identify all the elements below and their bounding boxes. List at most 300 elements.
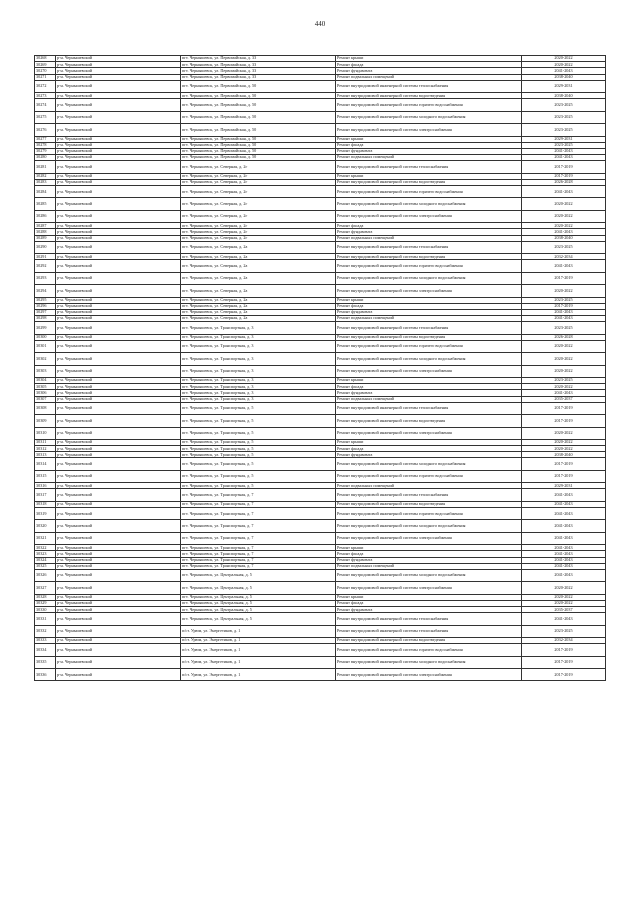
- district-cell: р-н. Чернышевский: [56, 638, 181, 644]
- work-type-cell: Ремонт крыши: [336, 545, 522, 551]
- period-cell: 2026-2028: [522, 179, 606, 185]
- address-cell: пгт. Чернышевск, ул. Транспортная, д. 5: [181, 439, 336, 445]
- row-number-cell: 30325: [35, 563, 56, 569]
- table-row: [35, 272, 606, 284]
- work-type-cell: Ремонт крыши: [336, 297, 522, 303]
- period-cell: 2020-2022: [522, 198, 606, 210]
- district-cell: р-н. Чернышевский: [56, 223, 181, 229]
- work-type-cell: Ремонт внутридомовой инженерной системы горячего водоснабжения: [336, 260, 522, 272]
- table-row: [35, 415, 606, 427]
- work-type-cell: Ремонт внутридомовой инженерной системы холодного водоснабжения: [336, 272, 522, 284]
- address-cell: пгт. Чернышевск, ул. Первомайская, д. 33: [181, 68, 336, 74]
- work-type-cell: Ремонт внутридомовой инженерной системы теплоснабжения: [336, 80, 522, 92]
- row-number-cell: 30269: [35, 62, 56, 68]
- district-cell: р-н. Чернышевский: [56, 99, 181, 111]
- row-number-cell: 30314: [35, 458, 56, 470]
- row-number-cell: 30308: [35, 402, 56, 414]
- work-type-cell: Ремонт подвальных помещений: [336, 563, 522, 569]
- address-cell: пгт. Чернышевск, ул. Северная, д. 2г: [181, 186, 336, 198]
- period-cell: 2041-2043: [522, 551, 606, 557]
- table-row: [35, 198, 606, 210]
- work-type-cell: Ремонт внутридомовой инженерной системы водоотведения: [336, 179, 522, 185]
- work-type-cell: Ремонт внутридомовой инженерной системы холодного водоснабжения: [336, 198, 522, 210]
- work-type-cell: Ремонт внутридомовой инженерной системы электроснабжения: [336, 124, 522, 136]
- row-number-cell: 30281: [35, 161, 56, 173]
- work-type-cell: Ремонт внутридомовой инженерной системы горячего водоснабжения: [336, 644, 522, 656]
- period-cell: 2029-2031: [522, 136, 606, 142]
- table-row: [35, 111, 606, 123]
- address-cell: пгт. Чернышевск, ул. Северная, д. 2а: [181, 316, 336, 322]
- district-cell: р-н. Чернышевский: [56, 644, 181, 656]
- work-type-cell: Ремонт внутридомовой инженерной системы теплоснабжения: [336, 161, 522, 173]
- address-cell: пгт. Чернышевск, ул. Транспортная, д. 7: [181, 532, 336, 544]
- table-row: [35, 669, 606, 681]
- address-cell: пгт. Чернышевск, ул. Первомайская, д. 50: [181, 80, 336, 92]
- district-cell: р-н. Чернышевский: [56, 483, 181, 489]
- period-cell: 2020-2022: [522, 427, 606, 439]
- work-type-cell: Ремонт фундамента: [336, 557, 522, 563]
- address-cell: п/ст. Урюм, ул. Энергетиков, д. 1: [181, 625, 336, 637]
- district-cell: р-н. Чернышевский: [56, 80, 181, 92]
- district-cell: р-н. Чернышевский: [56, 501, 181, 507]
- row-number-cell: 30333: [35, 638, 56, 644]
- district-cell: р-н. Чернышевский: [56, 458, 181, 470]
- work-type-cell: Ремонт внутридомовой инженерной системы горячего водоснабжения: [336, 470, 522, 482]
- work-type-cell: Ремонт фасада: [336, 62, 522, 68]
- district-cell: р-н. Чернышевский: [56, 93, 181, 99]
- work-type-cell: Ремонт внутридомовой инженерной системы водоотведения: [336, 334, 522, 340]
- work-type-cell: Ремонт внутридомовой инженерной системы электроснабжения: [336, 427, 522, 439]
- work-type-cell: Ремонт внутридомовой инженерной системы холодного водоснабжения: [336, 520, 522, 532]
- period-cell: 2017-2019: [522, 161, 606, 173]
- period-cell: 2017-2019: [522, 415, 606, 427]
- row-number-cell: 30277: [35, 136, 56, 142]
- work-type-cell: Ремонт внутридомовой инженерной системы теплоснабжения: [336, 613, 522, 625]
- address-cell: пгт. Чернышевск, ул. Центральная, д. 5: [181, 613, 336, 625]
- row-number-cell: 30335: [35, 656, 56, 668]
- work-type-cell: Ремонт фасада: [336, 600, 522, 606]
- period-cell: 2017-2019: [522, 458, 606, 470]
- row-number-cell: 30291: [35, 254, 56, 260]
- page-number: 440: [314, 20, 326, 28]
- period-cell: 2041-2043: [522, 316, 606, 322]
- period-cell: 2017-2019: [522, 173, 606, 179]
- table-row: [35, 340, 606, 352]
- period-cell: 2041-2043: [522, 390, 606, 396]
- row-number-cell: 30321: [35, 532, 56, 544]
- address-cell: пгт. Чернышевск, ул. Первомайская, д. 50: [181, 99, 336, 111]
- work-type-cell: Ремонт фундамента: [336, 229, 522, 235]
- work-type-cell: Ремонт внутридомовой инженерной системы теплоснабжения: [336, 402, 522, 414]
- district-cell: р-н. Чернышевский: [56, 155, 181, 161]
- address-cell: пгт. Чернышевск, ул. Северная, д. 2г: [181, 223, 336, 229]
- period-cell: 2041-2043: [522, 260, 606, 272]
- district-cell: р-н. Чернышевский: [56, 656, 181, 668]
- district-cell: р-н. Чернышевский: [56, 260, 181, 272]
- period-cell: 2017-2019: [522, 272, 606, 284]
- table-row: [35, 241, 606, 253]
- address-cell: пгт. Чернышевск, ул. Северная, д. 2а: [181, 297, 336, 303]
- work-type-cell: Ремонт фасада: [336, 223, 522, 229]
- row-number-cell: 30288: [35, 229, 56, 235]
- table-row: [35, 99, 606, 111]
- district-cell: р-н. Чернышевский: [56, 508, 181, 520]
- district-cell: р-н. Чернышевский: [56, 365, 181, 377]
- period-cell: 2023-2025: [522, 241, 606, 253]
- address-cell: пгт. Чернышевск, ул. Северная, д. 2а: [181, 309, 336, 315]
- address-cell: п/ст. Урюм, ул. Энергетиков, д. 1: [181, 638, 336, 644]
- period-cell: 2023-2025: [522, 124, 606, 136]
- row-number-cell: 30318: [35, 501, 56, 507]
- district-cell: р-н. Чернышевский: [56, 210, 181, 222]
- district-cell: р-н. Чернышевский: [56, 551, 181, 557]
- period-cell: 2023-2025: [522, 297, 606, 303]
- row-number-cell: 30298: [35, 316, 56, 322]
- period-cell: 2035-2037: [522, 396, 606, 402]
- row-number-cell: 30270: [35, 68, 56, 74]
- table-row: [35, 644, 606, 656]
- work-type-cell: Ремонт фундамента: [336, 607, 522, 613]
- address-cell: п/ст. Урюм, ул. Энергетиков, д. 1: [181, 644, 336, 656]
- district-cell: р-н. Чернышевский: [56, 378, 181, 384]
- address-cell: пгт. Чернышевск, ул. Центральная, д. 5: [181, 600, 336, 606]
- table-row: [35, 365, 606, 377]
- district-cell: р-н. Чернышевский: [56, 173, 181, 179]
- row-number-cell: 30313: [35, 452, 56, 458]
- work-type-cell: Ремонт внутридомовой инженерной системы горячего водоснабжения: [336, 99, 522, 111]
- row-number-cell: 30304: [35, 378, 56, 384]
- work-type-cell: Ремонт внутридомовой инженерной системы водоотведения: [336, 638, 522, 644]
- row-number-cell: 30301: [35, 340, 56, 352]
- work-type-cell: Ремонт подвальных помещений: [336, 396, 522, 402]
- work-type-cell: Ремонт фасада: [336, 142, 522, 148]
- district-cell: р-н. Чернышевский: [56, 186, 181, 198]
- work-type-cell: Ремонт внутридомовой инженерной системы холодного водоснабжения: [336, 458, 522, 470]
- work-type-cell: Ремонт внутридомовой инженерной системы электроснабжения: [336, 365, 522, 377]
- row-number-cell: 30297: [35, 309, 56, 315]
- address-cell: пгт. Чернышевск, ул. Первомайская, д. 33: [181, 56, 336, 62]
- work-type-cell: Ремонт внутридомовой инженерной системы горячего водоснабжения: [336, 508, 522, 520]
- period-cell: 2041-2043: [522, 68, 606, 74]
- address-cell: пгт. Чернышевск, ул. Северная, д. 2а: [181, 272, 336, 284]
- address-cell: пгт. Чернышевск, ул. Транспортная, д. 5: [181, 452, 336, 458]
- period-cell: 2038-2040: [522, 235, 606, 241]
- address-cell: пгт. Чернышевск, ул. Транспортная, д. 3: [181, 334, 336, 340]
- row-number-cell: 30330: [35, 607, 56, 613]
- table-row: [35, 285, 606, 297]
- district-cell: р-н. Чернышевский: [56, 254, 181, 260]
- row-number-cell: 30275: [35, 111, 56, 123]
- period-cell: 2041-2043: [522, 613, 606, 625]
- table-row: [35, 532, 606, 544]
- work-type-cell: Ремонт подвальных помещений: [336, 235, 522, 241]
- work-type-cell: Ремонт внутридомовой инженерной системы водоотведения: [336, 415, 522, 427]
- work-type-cell: Ремонт внутридомовой инженерной системы горячего водоснабжения: [336, 186, 522, 198]
- period-cell: 2038-2040: [522, 74, 606, 80]
- period-cell: 2020-2022: [522, 62, 606, 68]
- district-cell: р-н. Чернышевский: [56, 446, 181, 452]
- period-cell: 2041-2043: [522, 563, 606, 569]
- period-cell: 2020-2022: [522, 582, 606, 594]
- address-cell: п/ст. Урюм, ул. Энергетиков, д. 1: [181, 656, 336, 668]
- address-cell: пгт. Чернышевск, ул. Транспортная, д. 3: [181, 340, 336, 352]
- row-number-cell: 30284: [35, 186, 56, 198]
- work-type-cell: Ремонт крыши: [336, 439, 522, 445]
- address-cell: пгт. Чернышевск, ул. Транспортная, д. 7: [181, 563, 336, 569]
- address-cell: пгт. Чернышевск, ул. Северная, д. 2а: [181, 285, 336, 297]
- period-cell: 2041-2043: [522, 155, 606, 161]
- table-row: [35, 508, 606, 520]
- row-number-cell: 30302: [35, 353, 56, 365]
- row-number-cell: 30292: [35, 260, 56, 272]
- district-cell: р-н. Чернышевский: [56, 235, 181, 241]
- district-cell: р-н. Чернышевский: [56, 241, 181, 253]
- row-number-cell: 30293: [35, 272, 56, 284]
- work-type-cell: Ремонт крыши: [336, 56, 522, 62]
- district-cell: р-н. Чернышевский: [56, 489, 181, 501]
- row-number-cell: 30332: [35, 625, 56, 637]
- row-number-cell: 30334: [35, 644, 56, 656]
- row-number-cell: 30280: [35, 155, 56, 161]
- row-number-cell: 30327: [35, 582, 56, 594]
- table-row: [35, 582, 606, 594]
- row-number-cell: 30274: [35, 99, 56, 111]
- address-cell: пгт. Чернышевск, ул. Первомайская, д. 50: [181, 111, 336, 123]
- table-row: [35, 569, 606, 581]
- table-row: [35, 427, 606, 439]
- district-cell: р-н. Чернышевский: [56, 179, 181, 185]
- district-cell: р-н. Чернышевский: [56, 124, 181, 136]
- period-cell: 2020-2022: [522, 446, 606, 452]
- work-type-cell: Ремонт внутридомовой инженерной системы водоотведения: [336, 501, 522, 507]
- table-row: [35, 210, 606, 222]
- district-cell: р-н. Чернышевский: [56, 569, 181, 581]
- row-number-cell: 30319: [35, 508, 56, 520]
- work-type-cell: Ремонт внутридомовой инженерной системы водоотведения: [336, 254, 522, 260]
- address-cell: пгт. Чернышевск, ул. Северная, д. 2г: [181, 229, 336, 235]
- district-cell: р-н. Чернышевский: [56, 142, 181, 148]
- table-body: [35, 56, 606, 681]
- work-type-cell: Ремонт внутридомовой инженерной системы электроснабжения: [336, 532, 522, 544]
- address-cell: пгт. Чернышевск, ул. Северная, д. 2а: [181, 241, 336, 253]
- row-number-cell: 30300: [35, 334, 56, 340]
- work-type-cell: Ремонт внутридомовой инженерной системы холодного водоснабжения: [336, 569, 522, 581]
- work-type-cell: Ремонт внутридомовой инженерной системы холодного водоснабжения: [336, 111, 522, 123]
- district-cell: р-н. Чернышевский: [56, 322, 181, 334]
- row-number-cell: 30272: [35, 80, 56, 92]
- row-number-cell: 30279: [35, 148, 56, 154]
- district-cell: р-н. Чернышевский: [56, 402, 181, 414]
- row-number-cell: 30329: [35, 600, 56, 606]
- period-cell: 2017-2019: [522, 470, 606, 482]
- address-cell: пгт. Чернышевск, ул. Транспортная, д. 7: [181, 501, 336, 507]
- row-number-cell: 30273: [35, 93, 56, 99]
- address-cell: пгт. Чернышевск, ул. Транспортная, д. 7: [181, 508, 336, 520]
- row-number-cell: 30309: [35, 415, 56, 427]
- address-cell: пгт. Чернышевск, ул. Первомайская, д. 50: [181, 155, 336, 161]
- row-number-cell: 30315: [35, 470, 56, 482]
- district-cell: р-н. Чернышевский: [56, 62, 181, 68]
- period-cell: 2023-2025: [522, 142, 606, 148]
- district-cell: р-н. Чернышевский: [56, 303, 181, 309]
- work-type-cell: Ремонт крыши: [336, 136, 522, 142]
- district-cell: р-н. Чернышевский: [56, 340, 181, 352]
- address-cell: пгт. Чернышевск, ул. Транспортная, д. 5: [181, 402, 336, 414]
- table-row: [35, 520, 606, 532]
- table-row: [35, 402, 606, 414]
- row-number-cell: 30305: [35, 384, 56, 390]
- work-type-cell: Ремонт внутридомовой инженерной системы холодного водоснабжения: [336, 656, 522, 668]
- district-cell: р-н. Чернышевский: [56, 582, 181, 594]
- district-cell: р-н. Чернышевский: [56, 390, 181, 396]
- district-cell: р-н. Чернышевский: [56, 384, 181, 390]
- period-cell: 2032-2034: [522, 254, 606, 260]
- row-number-cell: 30311: [35, 439, 56, 445]
- address-cell: пгт. Чернышевск, ул. Транспортная, д. 7: [181, 545, 336, 551]
- work-type-cell: Ремонт внутридомовой инженерной системы водоотведения: [336, 93, 522, 99]
- row-number-cell: 30299: [35, 322, 56, 334]
- address-cell: пгт. Чернышевск, ул. Транспортная, д. 3: [181, 390, 336, 396]
- row-number-cell: 30331: [35, 613, 56, 625]
- period-cell: 2029-2031: [522, 483, 606, 489]
- row-number-cell: 30282: [35, 173, 56, 179]
- address-cell: пгт. Чернышевск, ул. Первомайская, д. 33: [181, 74, 336, 80]
- address-cell: п/ст. Урюм, ул. Энергетиков, д. 1: [181, 669, 336, 681]
- address-cell: пгт. Чернышевск, ул. Северная, д. 2а: [181, 254, 336, 260]
- period-cell: 2041-2043: [522, 545, 606, 551]
- address-cell: пгт. Чернышевск, ул. Северная, д. 2г: [181, 179, 336, 185]
- district-cell: р-н. Чернышевский: [56, 600, 181, 606]
- period-cell: 2020-2022: [522, 600, 606, 606]
- address-cell: пгт. Чернышевск, ул. Транспортная, д. 3: [181, 353, 336, 365]
- period-cell: 2032-2034: [522, 638, 606, 644]
- period-cell: 2023-2025: [522, 625, 606, 637]
- district-cell: р-н. Чернышевский: [56, 532, 181, 544]
- row-number-cell: 30276: [35, 124, 56, 136]
- period-cell: 2020-2022: [522, 56, 606, 62]
- district-cell: р-н. Чернышевский: [56, 470, 181, 482]
- period-cell: 2020-2022: [522, 365, 606, 377]
- address-cell: пгт. Чернышевск, ул. Северная, д. 2г: [181, 161, 336, 173]
- address-cell: пгт. Чернышевск, ул. Центральная, д. 5: [181, 594, 336, 600]
- work-type-cell: Ремонт внутридомовой инженерной системы теплоснабжения: [336, 625, 522, 637]
- period-cell: 2020-2022: [522, 223, 606, 229]
- address-cell: пгт. Чернышевск, ул. Центральная, д. 5: [181, 569, 336, 581]
- period-cell: 2041-2043: [522, 489, 606, 501]
- work-type-cell: Ремонт подвальных помещений: [336, 74, 522, 80]
- row-number-cell: 30289: [35, 235, 56, 241]
- period-cell: 2023-2025: [522, 111, 606, 123]
- table-row: [35, 161, 606, 173]
- address-cell: пгт. Чернышевск, ул. Транспортная, д. 3: [181, 322, 336, 334]
- period-cell: 2020-2022: [522, 340, 606, 352]
- work-type-cell: Ремонт крыши: [336, 594, 522, 600]
- address-cell: пгт. Чернышевск, ул. Транспортная, д. 3: [181, 396, 336, 402]
- district-cell: р-н. Чернышевский: [56, 297, 181, 303]
- work-type-cell: Ремонт внутридомовой инженерной системы холодного водоснабжения: [336, 353, 522, 365]
- district-cell: р-н. Чернышевский: [56, 594, 181, 600]
- district-cell: р-н. Чернышевский: [56, 396, 181, 402]
- district-cell: р-н. Чернышевский: [56, 316, 181, 322]
- row-number-cell: 30268: [35, 56, 56, 62]
- table-row: [35, 80, 606, 92]
- row-number-cell: 30278: [35, 142, 56, 148]
- row-number-cell: 30323: [35, 551, 56, 557]
- table-row: [35, 186, 606, 198]
- address-cell: пгт. Чернышевск, ул. Северная, д. 2а: [181, 303, 336, 309]
- address-cell: пгт. Чернышевск, ул. Транспортная, д. 3: [181, 384, 336, 390]
- period-cell: 2020-2022: [522, 353, 606, 365]
- district-cell: р-н. Чернышевский: [56, 198, 181, 210]
- address-cell: пгт. Чернышевск, ул. Первомайская, д. 50: [181, 124, 336, 136]
- row-number-cell: 30310: [35, 427, 56, 439]
- period-cell: 2023-2025: [522, 378, 606, 384]
- period-cell: 2026-2028: [522, 334, 606, 340]
- district-cell: р-н. Чернышевский: [56, 56, 181, 62]
- address-cell: пгт. Чернышевск, ул. Первомайская, д. 33: [181, 62, 336, 68]
- district-cell: р-н. Чернышевский: [56, 353, 181, 365]
- address-cell: пгт. Чернышевск, ул. Транспортная, д. 7: [181, 557, 336, 563]
- district-cell: р-н. Чернышевский: [56, 272, 181, 284]
- address-cell: пгт. Чернышевск, ул. Транспортная, д. 7: [181, 489, 336, 501]
- address-cell: пгт. Чернышевск, ул. Центральная, д. 5: [181, 582, 336, 594]
- row-number-cell: 30296: [35, 303, 56, 309]
- row-number-cell: 30294: [35, 285, 56, 297]
- period-cell: 2020-2022: [522, 439, 606, 445]
- work-type-cell: Ремонт фундамента: [336, 452, 522, 458]
- district-cell: р-н. Чернышевский: [56, 613, 181, 625]
- district-cell: р-н. Чернышевский: [56, 68, 181, 74]
- address-cell: пгт. Чернышевск, ул. Транспортная, д. 7: [181, 520, 336, 532]
- row-number-cell: 30312: [35, 446, 56, 452]
- row-number-cell: 30271: [35, 74, 56, 80]
- district-cell: р-н. Чернышевский: [56, 74, 181, 80]
- district-cell: р-н. Чернышевский: [56, 669, 181, 681]
- district-cell: р-н. Чернышевский: [56, 309, 181, 315]
- address-cell: пгт. Чернышевск, ул. Северная, д. 2г: [181, 210, 336, 222]
- row-number-cell: 30303: [35, 365, 56, 377]
- district-cell: р-н. Чернышевский: [56, 136, 181, 142]
- table-row: [35, 613, 606, 625]
- district-cell: р-н. Чернышевский: [56, 415, 181, 427]
- district-cell: р-н. Чернышевский: [56, 545, 181, 551]
- row-number-cell: 30306: [35, 390, 56, 396]
- row-number-cell: 30286: [35, 210, 56, 222]
- work-type-cell: Ремонт внутридомовой инженерной системы электроснабжения: [336, 582, 522, 594]
- period-cell: 2041-2043: [522, 501, 606, 507]
- row-number-cell: 30316: [35, 483, 56, 489]
- period-cell: 2023-2025: [522, 99, 606, 111]
- work-type-cell: Ремонт внутридомовой инженерной системы электроснабжения: [336, 210, 522, 222]
- row-number-cell: 30285: [35, 198, 56, 210]
- row-number-cell: 30287: [35, 223, 56, 229]
- period-cell: 2041-2043: [522, 569, 606, 581]
- address-cell: пгт. Чернышевск, ул. Первомайская, д. 50: [181, 148, 336, 154]
- row-number-cell: 30324: [35, 557, 56, 563]
- work-type-cell: Ремонт внутридомовой инженерной системы электроснабжения: [336, 285, 522, 297]
- district-cell: р-н. Чернышевский: [56, 285, 181, 297]
- address-cell: пгт. Чернышевск, ул. Транспортная, д. 5: [181, 483, 336, 489]
- row-number-cell: 30283: [35, 179, 56, 185]
- work-type-cell: Ремонт внутридомовой инженерной системы теплоснабжения: [336, 322, 522, 334]
- address-cell: пгт. Чернышевск, ул. Транспортная, д. 5: [181, 470, 336, 482]
- period-cell: 2017-2019: [522, 644, 606, 656]
- period-cell: 2029-2031: [522, 80, 606, 92]
- address-cell: пгт. Чернышевск, ул. Первомайская, д. 50: [181, 136, 336, 142]
- address-cell: пгт. Чернышевск, ул. Транспортная, д. 5: [181, 427, 336, 439]
- work-type-cell: Ремонт крыши: [336, 378, 522, 384]
- period-cell: 2041-2043: [522, 148, 606, 154]
